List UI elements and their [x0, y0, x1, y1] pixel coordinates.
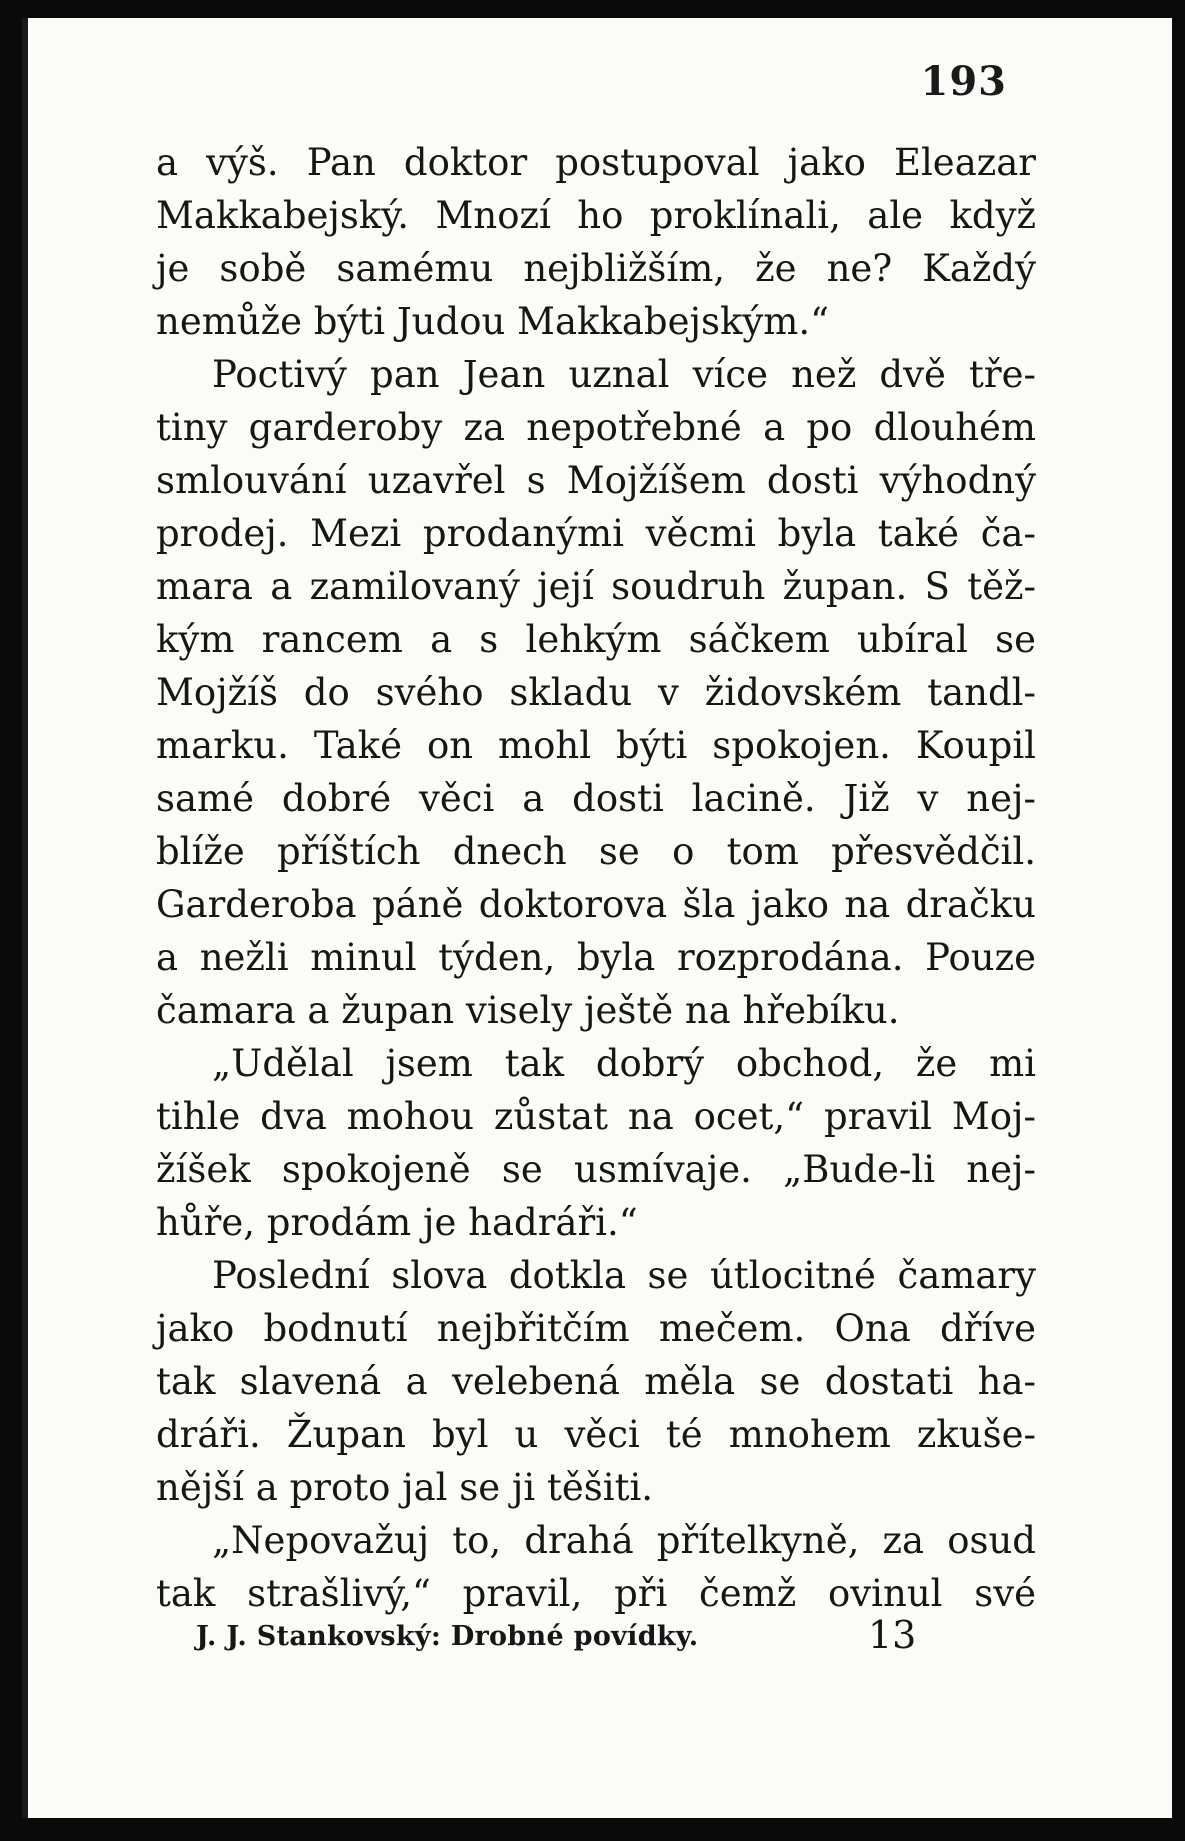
text-line: čamara a župan visely ještě na hřebíku. — [156, 989, 900, 1032]
text-line: blíže příštích dnech se o tom přesvědčil. — [156, 830, 1036, 873]
text-line: a výš. Pan doktor postupoval jako Eleazar — [156, 141, 1036, 184]
text-line: Garderoba páně doktorova šla jako na dračku — [156, 883, 1036, 926]
text-line: jako bodnutí nejbřitčím mečem. Ona dříve — [156, 1307, 1036, 1350]
text-line: žíšek spokojeně se usmívaje. „Bude-li nej- — [156, 1148, 1036, 1191]
text-line: marku. Také on mohl býti spokojen. Koupil — [156, 724, 1036, 767]
text-line: nější a proto jal se ji těšiti. — [156, 1466, 654, 1509]
page-footer — [196, 1613, 936, 1663]
text-line: Makkabejský. Mnozí ho proklínali, ale když — [156, 194, 1036, 237]
footer-title: J. J. Stankovský: Drobné povídky. — [196, 1621, 699, 1652]
text-line: tihle dva mohou zůstat na ocet,“ pravil Moj- — [156, 1095, 1036, 1138]
text-line: samé dobré věci a dosti lacině. Již v nej- — [156, 777, 1036, 820]
text-line: kým rancem a s lehkým sáčkem ubíral se — [156, 618, 1036, 661]
text-line: smlouvání uzavřel s Mojžíšem dosti výhodný — [156, 459, 1036, 502]
body-text — [156, 136, 1036, 1620]
text-line: nemůže býti Judou Makkabejským.“ — [156, 300, 830, 343]
text-line: hůře, prodám je hadráři.“ — [156, 1201, 638, 1244]
text-line: tiny garderoby za nepotřebné a po dlouhém — [156, 406, 1036, 449]
text-line: je sobě samému nejbližším, že ne? Každý — [156, 247, 1036, 290]
text-line: „Udělal jsem tak dobrý obchod, že mi — [212, 1042, 1036, 1085]
text-line: Poslední slova dotkla se útlocitné čamary — [212, 1254, 1036, 1297]
text-line: tak slavená a velebená měla se dostati ha- — [156, 1360, 1036, 1403]
text-line: dráři. Župan byl u věci té mnohem zkuše- — [156, 1413, 1036, 1456]
book-page — [22, 18, 1172, 1818]
page-number: 193 — [920, 58, 1007, 105]
signature-mark: 13 — [868, 1613, 917, 1657]
text-line: a nežli minul týden, byla rozprodána. Pouze — [156, 936, 1036, 979]
text-line: Mojžíš do svého skladu v židovském tandl- — [156, 671, 1036, 714]
text-line: mara a zamilovaný její soudruh župan. S těž- — [156, 565, 1036, 608]
text-line: tak strašlivý,“ pravil, při čemž ovinul své — [156, 1572, 1036, 1615]
text-line: „Nepovažuj to, drahá přítelkyně, za osud — [212, 1519, 1036, 1562]
text-line: Poctivý pan Jean uznal více než dvě tře- — [212, 353, 1036, 396]
text-line: prodej. Mezi prodanými věcmi byla také ča- — [156, 512, 1036, 555]
